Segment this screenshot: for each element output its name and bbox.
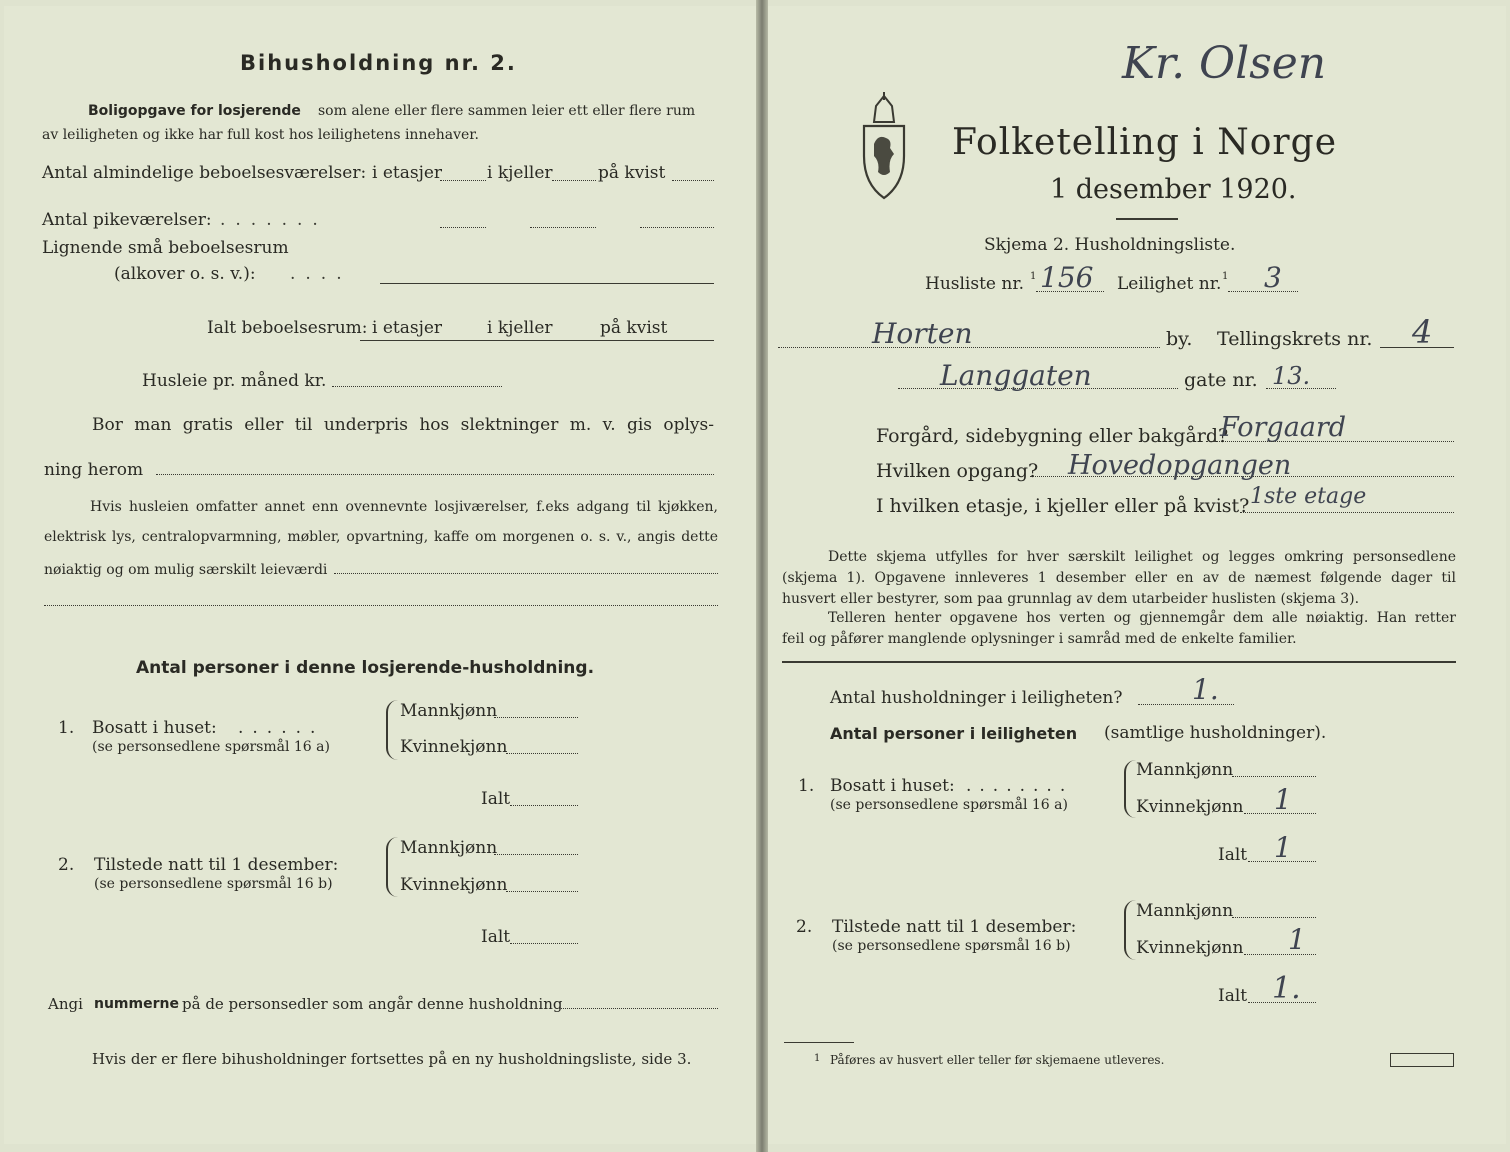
gratis-line-2: ning herom — [44, 460, 144, 480]
info-line-5: feil og påfører manglende oplysninger i samråd med de enkelte familier. — [782, 631, 1297, 647]
left-q1-label: Bosatt i huset: — [92, 718, 217, 738]
label-i-etasjer: i etasjer — [372, 163, 443, 183]
right-q1-ialt-value: 1 — [1274, 831, 1292, 864]
coat-of-arms-icon — [860, 92, 908, 202]
right-q2-sub: (se personsedlene spørsmål 16 b) — [832, 938, 1071, 954]
hvis-line-2: elektrisk lys, centralopvarmning, møbler, opvartning, kaffe om morgenen o. s. v., angis dette — [44, 529, 718, 545]
label-paa-kvist: på kvist — [598, 163, 666, 183]
left-q1-mann-field[interactable] — [494, 717, 578, 718]
gratis-line-1: Bor man gratis eller til underpris hos slektninger m. v. gis oplys- — [92, 415, 714, 435]
intro-line-1: som alene eller flere sammen leier ett eller flere rum — [318, 103, 696, 119]
field-angi[interactable] — [556, 1008, 718, 1009]
by-value: Horten — [872, 317, 973, 350]
right-q1-label: Bosatt i huset: — [830, 776, 955, 796]
left-q2-ialt-label: Ialt — [481, 927, 511, 947]
info-line-4: Telleren henter opgavene hos verten og gjennemgår dem alle nøiaktig. Han retter — [828, 610, 1456, 626]
skjema-label: Skjema 2. Husholdningsliste. — [984, 235, 1236, 255]
left-q1-brace — [386, 700, 398, 760]
left-q1-ialt-field[interactable] — [510, 805, 578, 806]
field-etasjer-1[interactable] — [440, 180, 486, 181]
left-q1-kvinne-label: Kvinnekjønn — [400, 737, 508, 757]
husliste-sup: 1 — [1030, 271, 1037, 282]
right-q1-ialt-label: Ialt — [1218, 845, 1248, 865]
antal-husholdninger-label: Antal husholdninger i leiligheten? — [830, 688, 1123, 708]
left-q2-kvinne-field[interactable] — [506, 891, 578, 892]
field-kvist-1[interactable] — [672, 180, 714, 181]
right-q2-kvinne-field[interactable] — [1244, 954, 1316, 955]
tellingskrets-value: 4 — [1412, 313, 1433, 351]
leilighet-sup: 1 — [1222, 271, 1229, 282]
right-q1-kvinne-value: 1 — [1274, 783, 1292, 816]
left-q1-kvinne-field[interactable] — [506, 753, 578, 754]
etasje-field[interactable] — [1240, 512, 1454, 513]
info-rule — [782, 661, 1456, 663]
opgang-field[interactable] — [1030, 476, 1454, 477]
left-q2-sub: (se personsedlene spørsmål 16 b) — [94, 876, 333, 892]
intro-line-2: av leiligheten og ikke har full kost hos leilighetens innehaver. — [42, 127, 479, 143]
right-q2-kvinne-value: 1 — [1288, 923, 1306, 956]
gate-nr-value: 13. — [1272, 362, 1311, 390]
row-lignende-2: (alkover o. s. v.): — [114, 264, 256, 284]
etasje-label: I hvilken etasje, i kjeller eller på kvist? — [876, 495, 1250, 517]
field-lignende[interactable] — [380, 283, 714, 284]
right-q2-number: 2. — [796, 917, 813, 937]
info-line-2: (skjema 1). Opgavene innleveres 1 desember eller en av de næmest følgende dager til — [782, 570, 1456, 586]
label-i-kjeller-2: i kjeller — [487, 318, 553, 338]
left-q2-kvinne-label: Kvinnekjønn — [400, 875, 508, 895]
left-q2-number: 2. — [58, 855, 75, 875]
forgaard-field[interactable] — [1206, 441, 1454, 442]
footnote-rule — [784, 1042, 854, 1043]
field-kvist-2[interactable] — [640, 227, 714, 228]
left-q2-mann-label: Mannkjønn — [400, 838, 498, 858]
left-q2-ialt-field[interactable] — [510, 943, 578, 944]
field-husleie[interactable] — [332, 386, 502, 387]
antal-personer-bold: Antal personer i leiligheten — [830, 724, 1078, 743]
angi-label: Angi — [48, 995, 83, 1013]
leilighet-label: Leilighet nr. — [1117, 274, 1222, 294]
etasje-value: 1ste etage — [1250, 484, 1367, 509]
field-etasjer-2[interactable] — [440, 227, 486, 228]
right-q2-mann-label: Mannkjønn — [1136, 901, 1234, 921]
left-q2-brace — [386, 837, 398, 897]
field-kjeller-2[interactable] — [530, 227, 596, 228]
angi-bold: nummerne — [94, 996, 179, 1012]
left-q1-mann-label: Mannkjønn — [400, 701, 498, 721]
right-q2-ialt-label: Ialt — [1218, 986, 1248, 1006]
footnote-text: Påføres av husvert eller teller før skjemaene utleveres. — [830, 1053, 1165, 1067]
hvis-line-3: nøiaktig og om mulig særskilt leieværdi — [44, 562, 328, 578]
info-line-3: husvert eller bestyrer, som paa grunnlag av dem utarbeider huslisten (skjema 3). — [782, 591, 1360, 607]
leilighet-field[interactable] — [1228, 291, 1298, 292]
forgaard-value: Forgaard — [1220, 412, 1347, 443]
opgang-label: Hvilken opgang? — [876, 460, 1039, 482]
intro-bold: Boligopgave for losjerende — [88, 103, 301, 119]
leader-dots-2: .... — [290, 264, 352, 284]
right-q2-ialt-value: 1. — [1272, 971, 1301, 1006]
row-lignende-1: Lignende små beboelsesrum — [42, 238, 289, 258]
tellingskrets-field[interactable] — [1380, 347, 1454, 348]
right-q1-brace — [1124, 760, 1136, 818]
antal-husholdninger-field[interactable] — [1138, 704, 1234, 705]
right-q1-sub: (se personsedlene spørsmål 16 a) — [830, 797, 1068, 813]
right-q2-mann-field[interactable] — [1232, 917, 1316, 918]
label-i-etasjer-2: i etasjer — [372, 318, 443, 338]
leader-dots-1: ....... — [220, 210, 328, 230]
antal-husholdninger-value: 1. — [1192, 673, 1219, 706]
left-q1-number: 1. — [58, 718, 75, 738]
gate-field[interactable] — [898, 388, 1178, 389]
by-label: by. — [1166, 328, 1193, 350]
form-title: Folketelling i Norge — [952, 122, 1337, 163]
opgang-value: Hovedopgangen — [1068, 450, 1292, 481]
footnote-number: 1 — [814, 1053, 821, 1064]
right-q2-kvinne-label: Kvinnekjønn — [1136, 938, 1244, 958]
row-pikevaerelser: Antal pikeværelser: — [42, 210, 212, 230]
handwritten-name-top: Kr. Olsen — [1122, 38, 1327, 89]
right-q1-number: 1. — [798, 776, 815, 796]
info-line-1: Dette skjema utfylles for hver særskilt leilighet og legges omkring personsedlene — [828, 549, 1456, 565]
left-title: Bihusholdning nr. 2. — [240, 51, 517, 75]
label-husleie: Husleie pr. måned kr. — [142, 371, 327, 391]
husliste-value: 156 — [1040, 261, 1094, 294]
field-kjeller-1[interactable] — [552, 180, 596, 181]
antal-personer-heading: Antal personer i denne losjerende-husholdning. — [136, 658, 595, 678]
right-q2-brace — [1124, 900, 1136, 960]
leilighet-value: 3 — [1264, 261, 1282, 294]
right-q1-kvinne-label: Kvinnekjønn — [1136, 797, 1244, 817]
left-footer: Hvis der er flere bihusholdninger fortsettes på en ny husholdningsliste, side 3. — [92, 1050, 692, 1068]
left-q2-mann-field[interactable] — [494, 854, 578, 855]
tellingskrets-label: Tellingskrets nr. — [1217, 328, 1373, 350]
row-ialt-beboelsesrum: Ialt beboelsesrum: — [207, 318, 368, 338]
gate-nr-field[interactable] — [1266, 388, 1336, 389]
forgaard-label: Forgård, sidebygning eller bakgård? — [876, 425, 1229, 447]
printer-mark — [1390, 1053, 1454, 1067]
husliste-field[interactable] — [1036, 291, 1104, 292]
right-q1-kvinne-field[interactable] — [1244, 813, 1316, 814]
right-q2-ialt-field[interactable] — [1248, 1002, 1316, 1003]
by-field[interactable] — [778, 347, 1160, 348]
hvis-line-1: Hvis husleien omfatter annet enn ovennevnte losjiværelser, f.eks adgang til kjøkken, — [90, 499, 718, 515]
page-fold — [756, 0, 768, 1152]
form-date: 1 desember 1920. — [1050, 174, 1297, 205]
right-q1-dots: ........ — [966, 776, 1074, 796]
antal-personer-rest: (samtlige husholdninger). — [1104, 723, 1327, 743]
field-leievaerdi-1[interactable] — [334, 573, 718, 574]
label-paa-kvist-2: på kvist — [600, 318, 668, 338]
title-rule — [1116, 218, 1178, 220]
right-q1-mann-label: Mannkjønn — [1136, 760, 1234, 780]
field-ialt-beboelsesrum[interactable] — [360, 340, 714, 341]
angi-rest: på de personsedler som angår denne husholdning — [182, 995, 563, 1013]
field-leievaerdi-2[interactable] — [44, 605, 718, 606]
right-q2-label: Tilstede natt til 1 desember: — [832, 917, 1077, 937]
row-antal-almindelige: Antal almindelige beboelsesværelser: — [42, 163, 367, 183]
left-q1-sub: (se personsedlene spørsmål 16 a) — [92, 739, 330, 755]
left-q1-dots: ...... — [238, 718, 325, 738]
right-q1-ialt-field[interactable] — [1248, 861, 1316, 862]
left-q2-label: Tilstede natt til 1 desember: — [94, 855, 339, 875]
gate-value: Langgaten — [940, 359, 1092, 392]
gate-label: gate nr. — [1184, 369, 1258, 391]
right-q1-mann-field[interactable] — [1232, 776, 1316, 777]
field-gratis[interactable] — [156, 474, 714, 475]
husliste-label: Husliste nr. — [925, 274, 1025, 294]
label-i-kjeller: i kjeller — [487, 163, 553, 183]
left-q1-ialt-label: Ialt — [481, 789, 511, 809]
